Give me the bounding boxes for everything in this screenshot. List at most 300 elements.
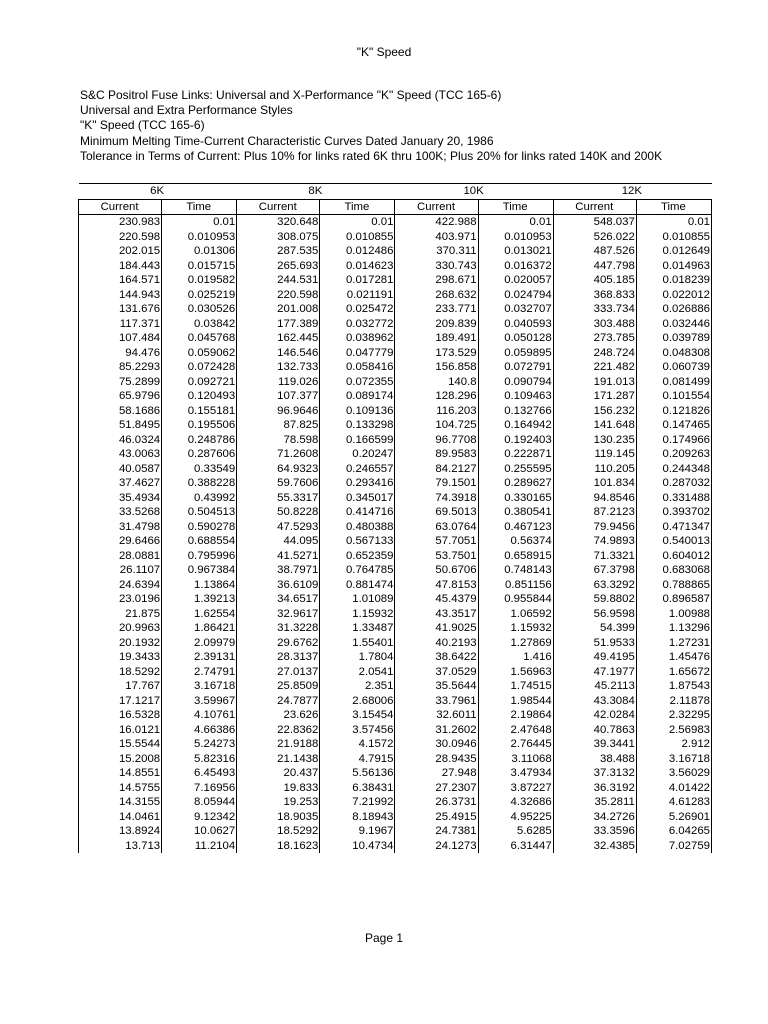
table-row xyxy=(79,737,712,752)
table-row xyxy=(79,824,712,839)
cell-current: 39.3441 xyxy=(593,738,635,750)
cell-time: 1.33487 xyxy=(320,621,395,636)
cell-current: 37.0529 xyxy=(435,665,477,678)
cell-current: 21.875 xyxy=(79,607,162,622)
table-row xyxy=(79,795,712,810)
cell-time: 1.13864 xyxy=(162,578,237,593)
cell-time: 0.330165 xyxy=(478,491,553,506)
cell-time: 0.109136 xyxy=(320,404,395,419)
cell-current: 34.6517 xyxy=(277,593,319,605)
cell-time: 4.95225 xyxy=(478,810,553,825)
cell-time: 0.014623 xyxy=(320,259,395,274)
cell-time: 6.31447 xyxy=(478,839,553,854)
cell-time: 2.68006 xyxy=(320,694,395,709)
cell-current: 42.0284 xyxy=(593,709,635,721)
cell-time: 0.851156 xyxy=(478,578,553,593)
cell-time: 4.10761 xyxy=(162,708,237,723)
cell-time: 1.98544 xyxy=(478,694,553,709)
cell-time: 0.209263 xyxy=(636,447,711,462)
cell-time: 6.45493 xyxy=(162,766,237,781)
header-line: Universal and Extra Performance Styles xyxy=(80,103,293,118)
cell-time: 0.658915 xyxy=(478,549,553,564)
cell-current: 63.3292 xyxy=(593,578,635,591)
cell-time: 0.166599 xyxy=(320,433,395,448)
cell-current: 65.9796 xyxy=(79,389,162,404)
table-row xyxy=(79,375,712,390)
cell-time: 0.089174 xyxy=(320,389,395,404)
cell-time: 0.047779 xyxy=(320,346,395,361)
cell-time: 4.1572 xyxy=(320,737,395,752)
cell-current: 130.235 xyxy=(593,433,635,446)
cell-time: 0.022012 xyxy=(636,288,711,303)
header-line: Minimum Melting Time-Current Characteristic Curves Dated January 20, 1986 xyxy=(80,133,494,148)
table-row xyxy=(79,766,712,781)
cell-current: 119.145 xyxy=(594,448,635,460)
cell-time: 0.048308 xyxy=(636,346,711,361)
cell-time: 5.26901 xyxy=(636,810,711,825)
cell-current: 41.5271 xyxy=(277,549,319,562)
cell-current: 53.7501 xyxy=(435,549,477,562)
cell-current: 40.2193 xyxy=(435,636,477,649)
cell-current: 220.598 xyxy=(79,230,162,245)
cell-time: 1.74515 xyxy=(478,679,553,694)
cell-time: 0.109463 xyxy=(478,389,553,404)
cell-time: 2.74791 xyxy=(162,665,237,680)
cell-current: 63.0764 xyxy=(435,520,477,533)
cell-time: 1.62554 xyxy=(162,607,237,622)
cell-current: 47.1977 xyxy=(593,665,635,678)
cell-time: 3.16718 xyxy=(636,752,711,767)
column-header-current: Current xyxy=(79,199,162,215)
cell-current: 89.9583 xyxy=(435,448,477,460)
cell-time: 3.59967 xyxy=(162,694,237,709)
table-row xyxy=(79,694,712,709)
cell-current: 308.075 xyxy=(277,230,319,243)
cell-time: 2.56983 xyxy=(636,723,711,738)
table-row xyxy=(79,679,712,694)
column-header-time: Time xyxy=(320,199,395,215)
cell-current: 94.8546 xyxy=(593,491,635,504)
cell-current: 141.648 xyxy=(593,419,635,431)
column-header-time: Time xyxy=(636,199,711,215)
table-row xyxy=(79,331,712,346)
cell-time: 0.03842 xyxy=(162,317,237,332)
cell-current: 173.529 xyxy=(435,346,477,359)
cell-time: 3.16718 xyxy=(162,679,237,694)
cell-time: 0.045768 xyxy=(162,331,237,346)
header-line: S&C Positrol Fuse Links: Universal and X-Performance "K" Speed (TCC 165-6) xyxy=(80,88,502,102)
cell-time: 0.032707 xyxy=(478,302,553,317)
cell-current: 15.2008 xyxy=(79,752,162,767)
cell-time: 5.82316 xyxy=(162,752,237,767)
cell-current: 24.1273 xyxy=(435,839,477,852)
cell-current: 31.3228 xyxy=(277,622,319,634)
cell-time: 0.155181 xyxy=(162,404,237,419)
cell-time: 2.09979 xyxy=(162,636,237,651)
table-row xyxy=(79,288,712,303)
cell-current: 447.798 xyxy=(593,259,635,272)
cell-current: 15.5544 xyxy=(79,737,162,752)
cell-current: 405.185 xyxy=(593,274,635,286)
cell-time: 0.01 xyxy=(636,215,711,230)
cell-time: 1.27231 xyxy=(636,636,711,651)
cell-current: 43.0063 xyxy=(79,447,162,462)
cell-time: 0.467123 xyxy=(478,520,553,535)
cell-current: 22.8362 xyxy=(277,723,319,736)
cell-current: 58.1686 xyxy=(79,404,162,419)
cell-current: 26.3731 xyxy=(435,796,477,808)
cell-current: 230.983 xyxy=(79,215,162,230)
cell-current: 69.5013 xyxy=(435,506,477,518)
cell-current: 201.008 xyxy=(277,303,319,315)
group-header-10k: 10K xyxy=(395,184,553,200)
cell-current: 21.9188 xyxy=(277,738,319,750)
cell-time: 0.393702 xyxy=(636,505,711,520)
cell-time: 1.55401 xyxy=(320,636,395,651)
cell-current: 107.377 xyxy=(277,390,319,402)
table-row xyxy=(79,708,712,723)
cell-time: 0.120493 xyxy=(162,389,237,404)
cell-time: 0.038962 xyxy=(320,331,395,346)
column-header-current: Current xyxy=(553,199,636,215)
table-row xyxy=(79,752,712,767)
cell-time: 0.059895 xyxy=(478,346,553,361)
cell-time: 0.955844 xyxy=(478,592,553,607)
table-row xyxy=(79,215,712,230)
cell-time: 0.604012 xyxy=(636,549,711,564)
cell-current: 54.399 xyxy=(599,622,635,634)
cell-time: 2.47648 xyxy=(478,723,553,738)
cell-time: 2.351 xyxy=(320,679,395,694)
header-line: Tolerance in Terms of Current: Plus 10% for links rated 6K thru 100K; Plus 20% for links rated 140K and 200K xyxy=(80,148,663,163)
table-row xyxy=(79,839,712,854)
cell-time: 0.255595 xyxy=(478,462,553,477)
cell-time: 1.13296 xyxy=(636,621,711,636)
cell-time: 0.881474 xyxy=(320,578,395,593)
cell-time: 0.504513 xyxy=(162,505,237,520)
cell-current: 96.9646 xyxy=(277,404,319,417)
cell-current: 117.371 xyxy=(79,317,162,332)
cell-time: 0.345017 xyxy=(320,491,395,506)
cell-time: 0.293416 xyxy=(320,476,395,491)
cell-time: 0.133298 xyxy=(320,418,395,433)
cell-time: 0.121826 xyxy=(636,404,711,419)
column-header-current: Current xyxy=(237,199,320,215)
table-row xyxy=(79,549,712,564)
cell-current: 104.725 xyxy=(435,419,477,431)
cell-current: 18.5292 xyxy=(79,665,162,680)
cell-current: 19.3433 xyxy=(79,650,162,665)
cell-time: 1.06592 xyxy=(478,607,553,622)
cell-time: 0.072791 xyxy=(478,360,553,375)
cell-time: 5.56136 xyxy=(320,766,395,781)
cell-current: 19.253 xyxy=(283,796,319,808)
cell-current: 189.491 xyxy=(435,332,477,344)
cell-time: 0.090794 xyxy=(478,375,553,390)
cell-time: 10.4734 xyxy=(320,839,395,854)
cell-current: 45.2113 xyxy=(594,680,635,692)
document-header xyxy=(80,88,760,164)
cell-time: 1.15932 xyxy=(478,621,553,636)
cell-current: 40.7863 xyxy=(593,723,635,736)
cell-time: 6.04265 xyxy=(636,824,711,839)
cell-current: 156.858 xyxy=(435,361,477,373)
table-row xyxy=(79,462,712,477)
cell-current: 84.2127 xyxy=(435,462,477,475)
cell-time: 1.15932 xyxy=(320,607,395,622)
table-row xyxy=(79,650,712,665)
table-row xyxy=(79,636,712,651)
cell-time: 0.101554 xyxy=(636,389,711,404)
cell-time: 0.147465 xyxy=(636,418,711,433)
page-footer: Page 1 xyxy=(364,931,404,945)
cell-time: 0.764785 xyxy=(320,563,395,578)
cell-current: 209.839 xyxy=(435,317,477,330)
cell-time: 0.010953 xyxy=(162,230,237,245)
cell-current: 19.833 xyxy=(283,781,319,794)
table-row xyxy=(79,230,712,245)
cell-current: 79.1501 xyxy=(435,477,477,489)
cell-current: 46.0324 xyxy=(79,433,162,448)
cell-current: 43.3084 xyxy=(593,694,635,707)
cell-time: 2.11878 xyxy=(636,694,711,709)
cell-current: 303.488 xyxy=(593,317,635,330)
cell-current: 35.2811 xyxy=(594,796,635,808)
cell-current: 36.3192 xyxy=(593,781,635,794)
cell-time: 0.287032 xyxy=(636,476,711,491)
cell-current: 131.676 xyxy=(79,302,162,317)
cell-current: 17.767 xyxy=(79,679,162,694)
cell-current: 14.3155 xyxy=(79,795,162,810)
table-row xyxy=(79,578,712,593)
cell-current: 28.3137 xyxy=(277,651,319,663)
cell-current: 96.7708 xyxy=(435,433,477,446)
cell-time: 0.081499 xyxy=(636,375,711,390)
cell-time: 0.019582 xyxy=(162,273,237,288)
cell-current: 191.013 xyxy=(593,375,635,388)
column-header-time: Time xyxy=(478,199,553,215)
cell-time: 4.66386 xyxy=(162,723,237,738)
table-row xyxy=(79,621,712,636)
table-row xyxy=(79,389,712,404)
table-row xyxy=(79,665,712,680)
cell-current: 67.3798 xyxy=(593,564,635,576)
cell-time: 0.246557 xyxy=(320,462,395,477)
cell-time: 11.2104 xyxy=(162,839,237,854)
cell-time: 0.132766 xyxy=(478,404,553,419)
cell-current: 233.771 xyxy=(435,303,477,315)
cell-time: 0.014963 xyxy=(636,259,711,274)
cell-current: 71.3321 xyxy=(593,549,635,562)
cell-time: 0.33549 xyxy=(162,462,237,477)
cell-time: 3.56029 xyxy=(636,766,711,781)
cell-time: 0.287606 xyxy=(162,447,237,462)
cell-time: 0.222871 xyxy=(478,447,553,462)
cell-current: 116.203 xyxy=(436,404,477,417)
cell-time: 0.012486 xyxy=(320,244,395,259)
table-row xyxy=(79,520,712,535)
table-row xyxy=(79,259,712,274)
cell-current: 268.632 xyxy=(435,288,477,301)
cell-current: 49.4195 xyxy=(593,651,635,663)
cell-current: 75.2899 xyxy=(79,375,162,390)
cell-time: 8.18943 xyxy=(320,810,395,825)
fuse-data-table-wrapper xyxy=(78,183,712,853)
cell-time: 0.471347 xyxy=(636,520,711,535)
time-current-table xyxy=(78,183,712,853)
cell-current: 37.4627 xyxy=(79,476,162,491)
cell-time: 1.01089 xyxy=(320,592,395,607)
table-row xyxy=(79,317,712,332)
cell-time: 0.017281 xyxy=(320,273,395,288)
cell-current: 26.1107 xyxy=(79,563,162,578)
cell-current: 74.3918 xyxy=(435,491,477,504)
cell-time: 7.21992 xyxy=(320,795,395,810)
cell-current: 36.6109 xyxy=(277,578,319,591)
cell-time: 1.27869 xyxy=(478,636,553,651)
cell-time: 4.32686 xyxy=(478,795,553,810)
cell-current: 78.598 xyxy=(283,433,319,446)
cell-current: 29.6466 xyxy=(79,534,162,549)
cell-time: 0.092721 xyxy=(162,375,237,390)
cell-time: 0.01306 xyxy=(162,244,237,259)
cell-current: 548.037 xyxy=(593,216,635,228)
cell-time: 0.032772 xyxy=(320,317,395,332)
cell-current: 59.8802 xyxy=(593,593,635,605)
table-row xyxy=(79,360,712,375)
cell-time: 0.026886 xyxy=(636,302,711,317)
table-row xyxy=(79,404,712,419)
cell-current: 107.484 xyxy=(79,331,162,346)
cell-time: 4.61283 xyxy=(636,795,711,810)
cell-current: 132.733 xyxy=(277,361,319,373)
cell-current: 13.713 xyxy=(79,839,162,854)
cell-current: 244.531 xyxy=(277,274,319,286)
cell-current: 273.785 xyxy=(593,332,635,344)
table-body xyxy=(79,215,712,854)
cell-current: 140.8 xyxy=(448,375,477,388)
cell-current: 20.437 xyxy=(283,767,319,779)
cell-current: 23.0196 xyxy=(79,592,162,607)
cell-current: 18.5292 xyxy=(277,825,319,837)
cell-current: 14.5755 xyxy=(79,781,162,796)
cell-time: 0.540013 xyxy=(636,534,711,549)
cell-time: 0.56374 xyxy=(478,534,553,549)
cell-time: 1.56963 xyxy=(478,665,553,680)
cell-current: 14.8551 xyxy=(79,766,162,781)
cell-time: 0.072355 xyxy=(320,375,395,390)
cell-time: 2.32295 xyxy=(636,708,711,723)
cell-current: 57.7051 xyxy=(435,535,477,547)
cell-current: 38.7971 xyxy=(277,564,319,576)
cell-time: 0.244348 xyxy=(636,462,711,477)
header-line: "K" Speed (TCC 165-6) xyxy=(80,118,205,133)
cell-current: 110.205 xyxy=(594,462,635,475)
cell-current: 27.948 xyxy=(441,767,477,779)
cell-current: 16.0121 xyxy=(79,723,162,738)
cell-current: 27.0137 xyxy=(277,665,319,678)
cell-current: 24.6394 xyxy=(79,578,162,593)
cell-current: 45.4379 xyxy=(435,593,477,605)
cell-current: 265.693 xyxy=(277,259,319,272)
cell-current: 177.389 xyxy=(277,317,319,330)
cell-time: 9.12342 xyxy=(162,810,237,825)
cell-time: 0.192403 xyxy=(478,433,553,448)
cell-current: 28.9435 xyxy=(435,752,477,765)
cell-time: 0.248786 xyxy=(162,433,237,448)
cell-current: 164.571 xyxy=(79,273,162,288)
cell-current: 47.8153 xyxy=(435,578,477,591)
cell-current: 38.488 xyxy=(599,752,635,765)
cell-current: 34.2726 xyxy=(593,810,635,823)
table-row xyxy=(79,723,712,738)
cell-current: 20.1932 xyxy=(79,636,162,651)
cell-time: 0.032446 xyxy=(636,317,711,332)
table-row xyxy=(79,346,712,361)
cell-current: 18.1623 xyxy=(277,839,319,852)
cell-current: 32.6011 xyxy=(436,709,477,721)
cell-current: 87.2123 xyxy=(593,506,635,518)
cell-time: 3.11068 xyxy=(478,752,553,767)
cell-current: 221.482 xyxy=(593,361,635,373)
cell-current: 298.671 xyxy=(435,274,477,286)
cell-time: 0.016372 xyxy=(478,259,553,274)
cell-time: 0.967384 xyxy=(162,563,237,578)
cell-current: 156.232 xyxy=(593,404,635,417)
cell-current: 85.2293 xyxy=(79,360,162,375)
cell-time: 0.380541 xyxy=(478,505,553,520)
cell-current: 38.6422 xyxy=(435,651,477,663)
cell-time: 0.060739 xyxy=(636,360,711,375)
cell-time: 2.76445 xyxy=(478,737,553,752)
cell-current: 35.5644 xyxy=(435,680,477,692)
cell-current: 33.3596 xyxy=(593,825,635,837)
cell-time: 0.010855 xyxy=(636,230,711,245)
table-row xyxy=(79,781,712,796)
cell-time: 0.01 xyxy=(320,215,395,230)
cell-time: 0.683068 xyxy=(636,563,711,578)
cell-time: 2.19864 xyxy=(478,708,553,723)
cell-current: 79.9456 xyxy=(593,520,635,533)
cell-time: 0.788865 xyxy=(636,578,711,593)
cell-current: 202.015 xyxy=(79,244,162,259)
cell-time: 0.010855 xyxy=(320,230,395,245)
cell-current: 403.971 xyxy=(435,230,477,243)
cell-time: 0.567133 xyxy=(320,534,395,549)
column-header-current: Current xyxy=(395,199,478,215)
cell-current: 25.4915 xyxy=(435,810,477,823)
cell-time: 2.912 xyxy=(636,737,711,752)
cell-time: 0.896587 xyxy=(636,592,711,607)
cell-time: 0.010953 xyxy=(478,230,553,245)
cell-time: 0.43992 xyxy=(162,491,237,506)
cell-time: 0.020057 xyxy=(478,273,553,288)
cell-current: 333.734 xyxy=(593,303,635,315)
cell-current: 32.4385 xyxy=(593,839,635,852)
page-title: "K" Speed xyxy=(356,45,412,59)
cell-time: 1.87543 xyxy=(636,679,711,694)
cell-time: 0.748143 xyxy=(478,563,553,578)
cell-time: 7.02759 xyxy=(636,839,711,854)
column-header-row xyxy=(79,199,712,215)
table-row xyxy=(79,244,712,259)
cell-time: 1.86421 xyxy=(162,621,237,636)
table-row xyxy=(79,563,712,578)
cell-current: 101.834 xyxy=(593,477,635,489)
cell-time: 0.039789 xyxy=(636,331,711,346)
cell-time: 0.652359 xyxy=(320,549,395,564)
cell-current: 119.026 xyxy=(278,375,319,388)
